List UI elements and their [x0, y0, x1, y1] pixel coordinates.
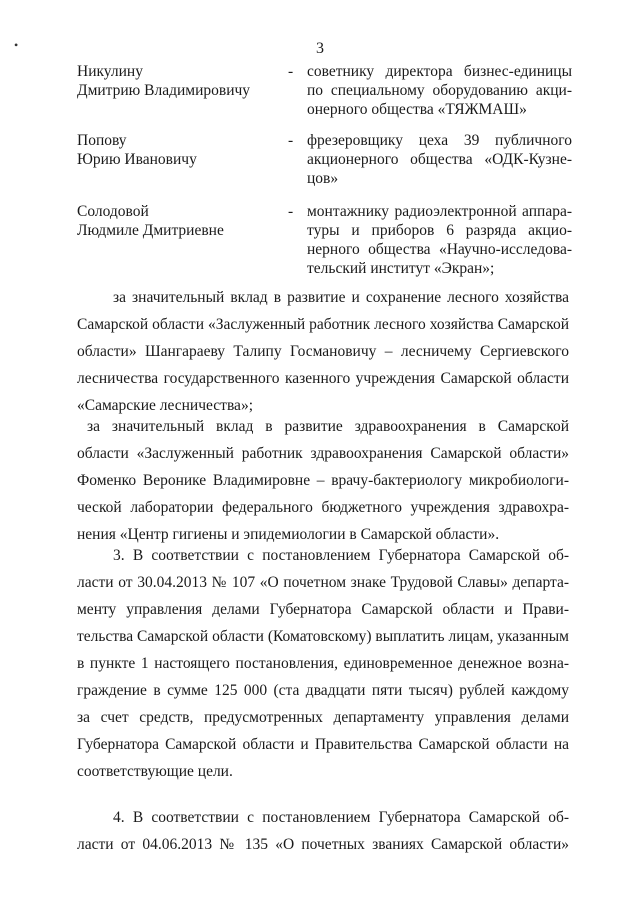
clause-3: 3. В соответствии с постановлением Губернатора Самарской об- ласти от 30.04.2013 № 107 «О почетном знаке Трудовой Славы» департа- менту управления делами Губернатора Самарской области и Прави- тельства Самарской области (Коматовскому) выплатить лицам, указанным в пункте 1 настоящего постановления, единовременное денежное возна- граждение в сумме 125 000 (ста двадцати пяти тысяч) рублей каждому за счет средств, предусмотренных департаменту управления делами Губернатора Самарской области и Правительства Самарской области на соответствующие цели. — [77, 547, 569, 780]
recipient-position: советнику директора бизнес-единицы по специальному оборудованию акци- онерного общества «ТЯЖМАШ» — [307, 63, 572, 118]
dash: - — [288, 203, 294, 220]
clause-4: 4. В соответствии с постановлением Губернатора Самарской об- ласти от 04.06.2013 № 135 «О почетных званиях Самарской области» — [77, 809, 569, 853]
recipient-name: Солодовой Людмиле Дмитриевне — [77, 203, 224, 239]
award-paragraph: за значительный вклад в развитие здравоохранения в Самарской области «Заслуженный работник здравоохранения Самарской области» Фоменко Веронике Владимировне – врачу-бактериологу микробиологи- ческой лаборатории федерального бюджетного учреждения здравохра- нения «Центр гигиены и эпидемиологии в Самарской области». — [77, 418, 569, 543]
recipient-position: фрезеровщику цеха 39 публичного акционерного общества «ОДК-Кузне- цов» — [307, 132, 572, 187]
recipient-name: Попову Юрию Ивановичу — [77, 132, 197, 168]
recipient-name: Никулину Дмитрию Владимировичу — [77, 63, 251, 99]
dash: - — [288, 63, 294, 80]
dash: - — [288, 132, 294, 149]
award-paragraph: за значительный вклад в развитие и сохранение лесного хозяйства Самарской области «Заслуженный работник лесного хозяйства Самарской области» Шангараеву Талипу Госмановичу – лесничему Сергиевского лесничества государственного казенного учреждения Самарской области «Самарские лесничества»; — [77, 289, 569, 414]
margin-mark: • — [14, 38, 19, 52]
recipient-position: монтажнику радиоэлектронной аппара- туры и приборов 6 разряда акцио- нерного общества «Научно-исследова- тельский институт «Экран»; — [307, 203, 572, 277]
page-number: 3 — [316, 40, 324, 57]
